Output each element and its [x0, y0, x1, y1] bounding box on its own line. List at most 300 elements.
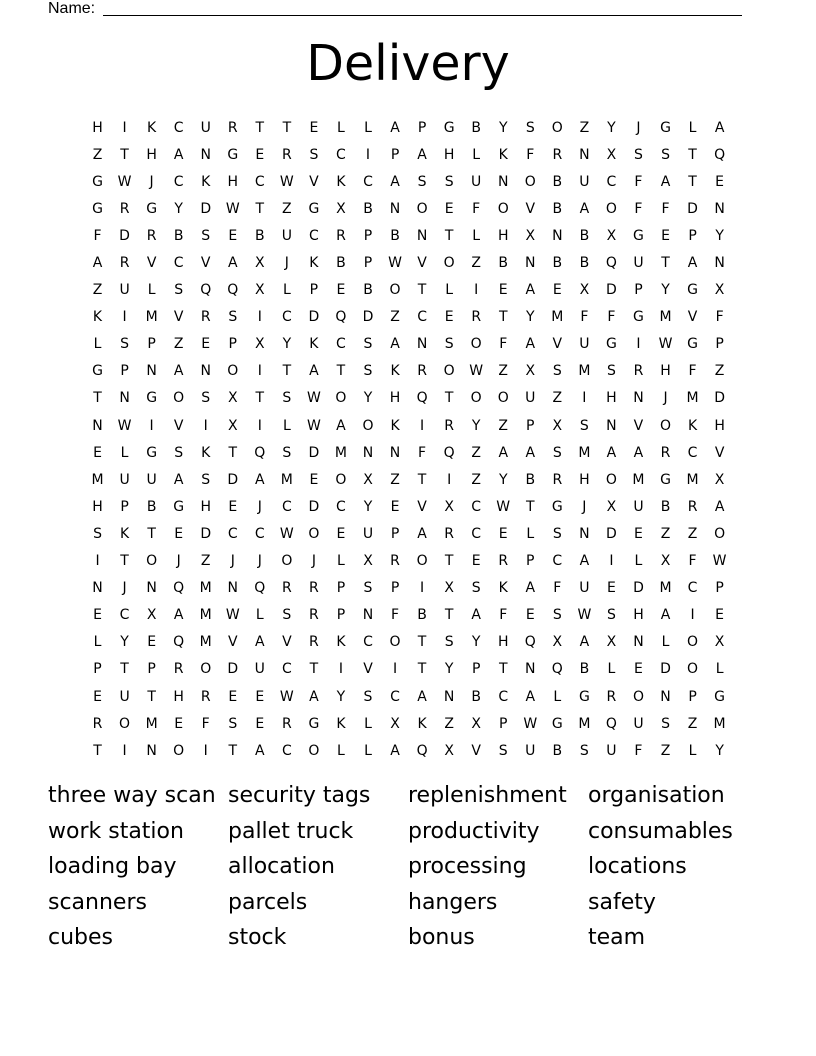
grid-letter: Y	[363, 498, 373, 515]
grid-letter: E	[309, 471, 319, 488]
grid-letter: H	[200, 498, 211, 515]
grid-letter: P	[417, 119, 427, 136]
grid-letter: J	[636, 119, 641, 136]
grid-letter: I	[365, 146, 371, 163]
grid-letter: P	[147, 336, 156, 353]
grid-letter: B	[363, 282, 373, 299]
word-bank-item: team	[588, 925, 646, 950]
grid-letter: Y	[120, 634, 129, 651]
grid-letter: V	[687, 309, 698, 326]
grid-letter: T	[282, 363, 292, 380]
grid-row	[84, 331, 744, 358]
grid-letter: A	[173, 146, 184, 163]
grid-letter: L	[282, 417, 291, 434]
grid-letter: H	[389, 390, 401, 407]
grid-letter: O	[200, 661, 212, 678]
grid-letter: I	[95, 553, 100, 570]
grid-letter: T	[228, 742, 238, 759]
grid-letter: I	[122, 742, 127, 759]
grid-letter: Z	[498, 363, 509, 380]
grid-letter: Q	[227, 282, 239, 299]
grid-letter: E	[715, 173, 725, 190]
grid-letter: Z	[471, 471, 481, 488]
grid-letter: M	[280, 471, 293, 488]
grid-letter: P	[390, 525, 400, 542]
grid-letter: R	[552, 471, 563, 488]
grid-letter: F	[634, 200, 643, 217]
grid-row	[84, 222, 744, 249]
grid-letter: C	[417, 309, 427, 326]
grid-letter: N	[579, 525, 590, 542]
grid-letter: A	[92, 255, 103, 272]
grid-letter: V	[309, 173, 319, 190]
grid-letter: W	[306, 417, 321, 434]
grid-letter: L	[337, 553, 345, 570]
grid-letter: M	[145, 715, 158, 732]
grid-letter: A	[660, 173, 671, 190]
grid-letter: E	[255, 146, 265, 163]
grid-letter: A	[417, 525, 427, 542]
grid-letter: S	[661, 146, 670, 163]
grid-row	[84, 114, 744, 141]
grid-letter: M	[632, 471, 645, 488]
grid-letter: B	[552, 742, 563, 759]
grid-row	[84, 439, 744, 466]
grid-letter: G	[633, 227, 644, 244]
grid-letter: L	[688, 742, 697, 759]
grid-letter: L	[688, 119, 697, 136]
grid-letter: X	[444, 498, 454, 515]
grid-letter: C	[281, 498, 292, 515]
grid-letter: J	[284, 255, 289, 272]
grid-letter: I	[122, 119, 127, 136]
grid-letter: I	[203, 742, 208, 759]
word-bank-item: pallet truck	[228, 818, 354, 844]
grid-letter: B	[390, 227, 400, 244]
grid-letter: W	[279, 173, 294, 190]
grid-letter: K	[201, 173, 211, 190]
grid-letter: S	[201, 471, 211, 488]
grid-letter: I	[609, 553, 614, 570]
grid-letter: T	[688, 173, 697, 190]
grid-letter: R	[281, 580, 292, 597]
grid-letter: U	[146, 471, 157, 488]
grid-letter: U	[579, 336, 590, 353]
grid-letter: Z	[390, 309, 400, 326]
grid-letter: H	[146, 146, 157, 163]
grid-letter: R	[309, 634, 319, 651]
grid-letter: P	[228, 336, 237, 353]
grid-row	[84, 656, 744, 683]
grid-letter: A	[255, 742, 265, 759]
grid-letter: D	[308, 498, 320, 515]
grid-letter: J	[122, 580, 127, 597]
grid-letter: Z	[471, 255, 481, 272]
grid-letter: E	[228, 498, 238, 515]
grid-letter: P	[120, 363, 129, 380]
grid-letter: C	[336, 146, 346, 163]
grid-row	[84, 358, 744, 385]
word-bank-item: work station	[48, 818, 184, 844]
grid-row	[84, 385, 744, 412]
grid-letter: H	[443, 146, 455, 163]
grid-letter: A	[417, 146, 427, 163]
name-line[interactable]	[103, 15, 742, 16]
grid-letter: Q	[335, 309, 347, 326]
grid-letter: O	[524, 173, 536, 190]
word-bank-item: organisation	[588, 783, 725, 808]
grid-letter: V	[525, 200, 536, 217]
grid-letter: R	[173, 661, 184, 678]
grid-letter: Z	[660, 525, 671, 542]
grid-letter: T	[444, 390, 454, 407]
grid-letter: X	[336, 200, 346, 217]
grid-letter: S	[444, 634, 454, 651]
grid-letter: N	[200, 146, 211, 163]
grid-letter: S	[174, 444, 184, 461]
word-bank-item: allocation	[228, 854, 335, 879]
grid-letter: Z	[687, 525, 698, 542]
grid-letter: N	[146, 742, 157, 759]
grid-letter: A	[390, 742, 400, 759]
grid-letter: G	[92, 173, 103, 190]
grid-letter: B	[579, 255, 590, 272]
grid-letter: L	[364, 715, 372, 732]
grid-letter: B	[498, 255, 509, 272]
grid-letter: G	[660, 471, 671, 488]
word-bank-item: loading bay	[48, 854, 177, 879]
grid-letter: L	[282, 282, 291, 299]
grid-letter: W	[279, 525, 294, 542]
grid-letter: K	[92, 309, 103, 326]
grid-letter: E	[336, 525, 346, 542]
grid-letter: N	[416, 227, 428, 244]
grid-letter: U	[471, 173, 482, 190]
grid-letter: G	[308, 715, 320, 732]
grid-letter: A	[633, 444, 644, 461]
grid-letter: J	[257, 553, 262, 570]
grid-letter: F	[499, 607, 508, 624]
grid-letter: A	[309, 688, 319, 705]
grid-letter: U	[579, 173, 590, 190]
grid-letter: D	[227, 471, 239, 488]
grid-letter: T	[444, 227, 454, 244]
grid-letter: U	[606, 742, 617, 759]
grid-letter: M	[659, 309, 672, 326]
grid-letter: X	[525, 363, 536, 380]
grid-letter: B	[660, 498, 671, 515]
grid-letter: G	[714, 688, 726, 705]
grid-letter: M	[686, 390, 699, 407]
grid-letter: L	[472, 227, 481, 244]
grid-letter: O	[443, 255, 455, 272]
grid-letter: L	[472, 146, 481, 163]
grid-letter: K	[201, 444, 211, 461]
grid-letter: E	[552, 282, 562, 299]
grid-letter: L	[526, 525, 535, 542]
grid-letter: A	[714, 498, 725, 515]
grid-letter: R	[417, 363, 427, 380]
grid-letter: S	[201, 227, 211, 244]
grid-letter: G	[443, 119, 455, 136]
grid-letter: N	[146, 580, 157, 597]
grid-letter: J	[230, 553, 235, 570]
grid-letter: C	[471, 498, 482, 515]
grid-letter: P	[634, 282, 643, 299]
grid-letter: E	[444, 200, 454, 217]
word-bank-item: consumables	[588, 818, 733, 844]
grid-letter: U	[119, 282, 130, 299]
grid-letter: L	[255, 607, 264, 624]
word-bank	[48, 778, 768, 956]
grid-letter: G	[173, 498, 185, 515]
grid-letter: C	[281, 661, 292, 678]
grid-letter: Z	[714, 363, 725, 380]
grid-letter: K	[336, 715, 346, 732]
grid-letter: E	[634, 525, 643, 542]
grid-letter: S	[363, 336, 373, 353]
grid-letter: I	[447, 471, 452, 488]
grid-letter: V	[173, 309, 184, 326]
grid-letter: T	[525, 498, 535, 515]
grid-letter: H	[227, 173, 239, 190]
grid-letter: A	[390, 173, 400, 190]
word-bank-item: processing	[408, 854, 527, 879]
grid-letter: G	[633, 309, 644, 326]
grid-letter: Y	[715, 742, 724, 759]
grid-letter: I	[203, 417, 208, 434]
grid-letter: K	[336, 634, 346, 651]
grid-letter: S	[282, 390, 292, 407]
grid-letter: L	[337, 119, 345, 136]
grid-letter: S	[201, 390, 211, 407]
grid-letter: W	[523, 715, 538, 732]
grid-row	[84, 575, 744, 602]
word-bank-item: cubes	[48, 925, 114, 950]
grid-letter: X	[714, 282, 725, 299]
grid-letter: P	[120, 498, 129, 515]
grid-letter: F	[418, 444, 427, 461]
grid-letter: C	[390, 688, 400, 705]
grid-letter: L	[120, 444, 129, 461]
grid-letter: X	[660, 553, 671, 570]
grid-letter: X	[255, 282, 265, 299]
grid-letter: T	[93, 742, 102, 759]
grid-letter: O	[497, 200, 509, 217]
grid-letter: N	[416, 336, 428, 353]
grid-letter: N	[362, 607, 374, 624]
grid-letter: U	[119, 688, 130, 705]
grid-letter: T	[282, 119, 292, 136]
grid-letter: E	[390, 498, 400, 515]
grid-letter: R	[119, 255, 130, 272]
grid-letter: I	[582, 390, 587, 407]
grid-letter: O	[687, 634, 699, 651]
grid-letter: W	[658, 336, 673, 353]
grid-letter: I	[392, 661, 398, 678]
grid-letter: A	[336, 417, 346, 434]
grid-letter: B	[336, 255, 346, 272]
word-bank-item: safety	[588, 889, 656, 915]
grid-letter: Z	[471, 444, 481, 461]
grid-letter: S	[174, 282, 184, 299]
grid-letter: O	[227, 363, 239, 380]
grid-letter: L	[715, 661, 724, 678]
grid-letter: C	[254, 173, 265, 190]
word-bank-item: locations	[588, 854, 687, 879]
grid-letter: X	[714, 471, 725, 488]
grid-letter: C	[687, 580, 698, 597]
grid-letter: T	[336, 363, 346, 380]
grid-letter: D	[687, 200, 698, 217]
grid-letter: L	[445, 282, 454, 299]
grid-letter: Z	[282, 200, 292, 217]
grid-letter: C	[363, 634, 373, 651]
grid-letter: N	[633, 634, 644, 651]
grid-letter: C	[687, 444, 698, 461]
grid-letter: Q	[605, 715, 617, 732]
grid-letter: F	[715, 309, 724, 326]
grid-letter: F	[93, 227, 102, 244]
grid-letter: D	[200, 525, 212, 542]
grid-letter: N	[362, 444, 374, 461]
grid-letter: I	[474, 282, 479, 299]
grid-letter: K	[309, 255, 319, 272]
grid-letter: K	[687, 417, 698, 434]
grid-letter: N	[633, 390, 644, 407]
grid-letter: S	[498, 742, 508, 759]
grid-letter: E	[336, 282, 346, 299]
grid-letter: U	[579, 580, 590, 597]
word-bank-item: three way scan	[48, 783, 216, 808]
grid-letter: C	[363, 173, 373, 190]
grid-letter: O	[605, 471, 617, 488]
grid-letter: F	[201, 715, 210, 732]
grid-letter: Y	[444, 661, 454, 678]
grid-letter: P	[526, 417, 535, 434]
grid-letter: J	[176, 553, 181, 570]
grid-letter: F	[553, 580, 562, 597]
grid-letter: E	[606, 580, 616, 597]
grid-row	[84, 493, 744, 520]
grid-letter: A	[227, 255, 238, 272]
grid-letter: A	[471, 607, 481, 624]
grid-letter: I	[420, 417, 425, 434]
name-field[interactable]	[48, 0, 742, 20]
grid-letter: W	[388, 255, 402, 272]
grid-letter: P	[147, 661, 156, 678]
page-title: Delivery	[306, 35, 510, 92]
grid-letter: T	[417, 282, 427, 299]
grid-letter: T	[444, 607, 454, 624]
grid-letter: Z	[92, 282, 103, 299]
grid-letter: X	[444, 580, 454, 597]
grid-letter: U	[362, 525, 374, 542]
grid-letter: U	[119, 471, 130, 488]
grid-letter: K	[498, 580, 508, 597]
grid-letter: R	[444, 417, 454, 434]
word-bank-item: scanners	[48, 889, 147, 915]
grid-letter: Q	[443, 444, 455, 461]
grid-letter: R	[498, 553, 509, 570]
grid-letter: U	[281, 227, 292, 244]
grid-letter: U	[633, 255, 644, 272]
grid-letter: G	[551, 498, 563, 515]
grid-letter: F	[499, 336, 508, 353]
grid-letter: O	[714, 525, 726, 542]
grid-letter: A	[525, 688, 536, 705]
grid-letter: I	[257, 309, 262, 326]
grid-letter: R	[606, 688, 617, 705]
grid-letter: T	[228, 444, 238, 461]
grid-letter: A	[173, 607, 184, 624]
grid-letter: J	[582, 498, 587, 515]
grid-letter: J	[149, 173, 154, 190]
grid-letter: C	[552, 553, 563, 570]
grid-row	[84, 520, 744, 547]
grid-letter: Z	[687, 715, 698, 732]
grid-letter: B	[525, 471, 536, 488]
grid-letter: E	[309, 119, 319, 136]
grid-letter: H	[92, 498, 103, 515]
grid-letter: N	[92, 417, 103, 434]
grid-letter: M	[91, 471, 104, 488]
grid-letter: H	[92, 119, 103, 136]
grid-letter: P	[499, 715, 508, 732]
grid-letter: N	[389, 200, 401, 217]
grid-letter: M	[199, 634, 212, 651]
grid-letter: S	[552, 444, 562, 461]
grid-letter: S	[282, 607, 292, 624]
grid-letter: E	[174, 715, 184, 732]
grid-letter: K	[119, 525, 130, 542]
grid-row	[84, 249, 744, 276]
grid-letter: S	[552, 363, 562, 380]
grid-letter: J	[311, 553, 316, 570]
grid-letter: O	[497, 390, 509, 407]
grid-letter: C	[173, 119, 184, 136]
grid-letter: F	[472, 200, 481, 217]
grid-letter: X	[552, 634, 563, 651]
grid-letter: Q	[605, 255, 617, 272]
grid-letter: V	[173, 417, 184, 434]
grid-letter: U	[254, 661, 265, 678]
grid-letter: R	[227, 119, 238, 136]
grid-letter: Q	[200, 282, 212, 299]
grid-letter: O	[173, 742, 185, 759]
grid-letter: C	[336, 336, 346, 353]
grid-letter: S	[417, 173, 427, 190]
grid-letter: M	[334, 444, 347, 461]
grid-letter: X	[471, 715, 481, 732]
grid-letter: Y	[336, 688, 346, 705]
grid-letter: P	[363, 255, 373, 272]
grid-letter: S	[634, 146, 643, 163]
grid-letter: Z	[200, 553, 211, 570]
grid-letter: B	[173, 227, 184, 244]
grid-letter: K	[498, 146, 508, 163]
grid-letter: E	[93, 607, 102, 624]
grid-letter: X	[227, 390, 238, 407]
grid-letter: O	[119, 715, 131, 732]
grid-letter: O	[687, 661, 699, 678]
grid-letter: U	[633, 498, 644, 515]
grid-letter: Q	[714, 146, 726, 163]
grid-letter: R	[633, 363, 644, 380]
grid-letter: T	[255, 119, 265, 136]
grid-letter: R	[119, 200, 130, 217]
grid-letter: O	[416, 200, 428, 217]
